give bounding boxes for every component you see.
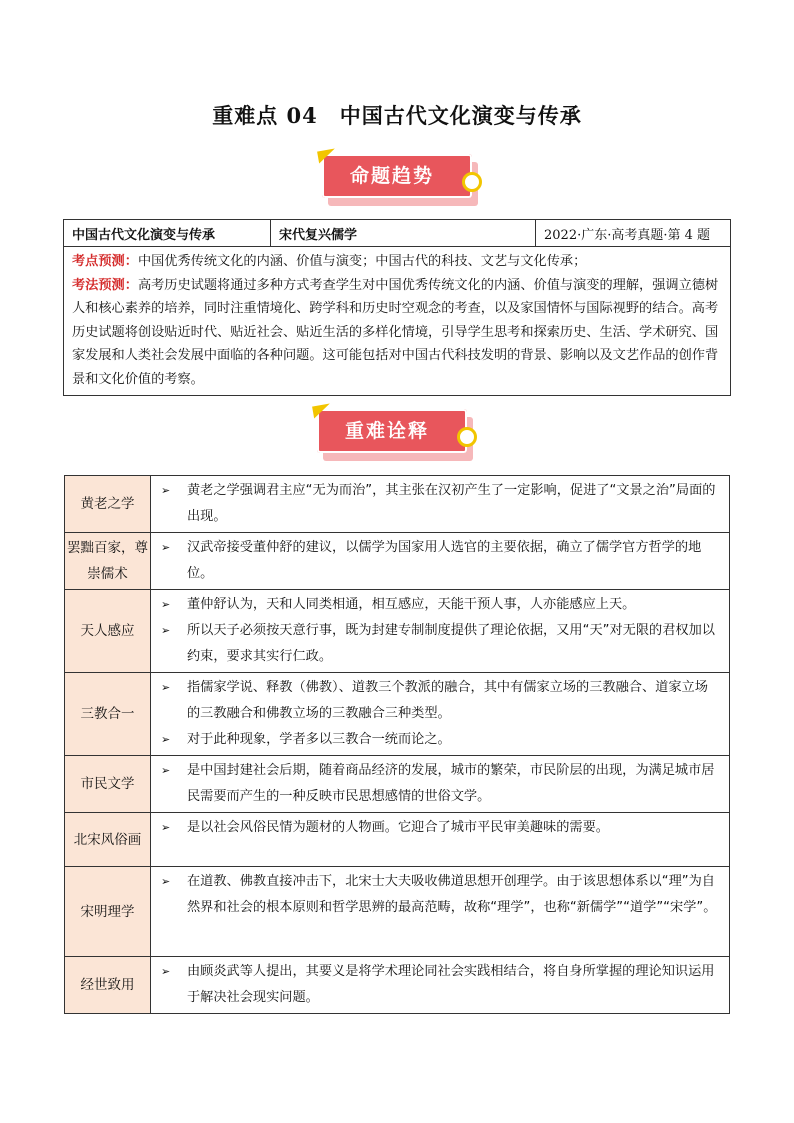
ring-icon	[457, 427, 477, 447]
arrow-bullet-icon: ➢	[161, 965, 171, 978]
kaofa-row	[72, 274, 722, 392]
key-point-row	[65, 756, 730, 813]
list-item-text: 在道教、佛教直接冲击下，北宋士大夫吸收佛道思想开创理学。由于该思想体系以“理”为自然界和社会的根本原则和哲学思辨的最高范畴，故称“理学”，也称“新儒学”“道学”“宋学”。	[187, 874, 717, 915]
kaodian-text: 中国优秀传统文化的内涵、价值与演变；中国古代的科技、文艺与文化传承；	[137, 254, 587, 269]
list-item	[161, 618, 721, 670]
banner-trend	[318, 150, 488, 212]
key-point-term: 罢黜百家，尊崇儒术	[65, 533, 151, 590]
key-point-term: 天人感应	[65, 590, 151, 673]
banner-trend-label: 命题趋势	[349, 165, 434, 187]
key-point-term: 宋明理学	[65, 867, 151, 957]
key-point-content	[151, 756, 730, 813]
key-point-content	[151, 813, 730, 867]
key-point-term: 经世致用	[65, 957, 151, 1014]
key-points-table	[64, 475, 730, 1014]
list-item-text: 指儒家学说、释教（佛教）、道教三个教派的融合，其中有儒家立场的三教融合、道家立场的三教融合和佛教立场的三教融合三种类型。	[187, 680, 708, 721]
ring-icon	[462, 172, 482, 192]
key-point-row	[65, 590, 730, 673]
list-item	[161, 592, 721, 618]
key-point-row	[65, 533, 730, 590]
kaodian-label: 考点预测：	[72, 254, 138, 269]
kaodian-row	[72, 250, 722, 274]
key-point-row	[65, 813, 730, 867]
kaofa-label: 考法预测：	[72, 277, 138, 293]
list-item	[161, 675, 721, 727]
trend-topic: 中国古代文化演变与传承	[64, 220, 271, 247]
banner-key	[313, 405, 483, 467]
list-item-text: 是中国封建社会后期，随着商品经济的发展，城市的繁荣，市民阶层的出现，为满足城市居民需要而产生的一种反映市民思想感情的世俗文学。	[187, 763, 715, 804]
arrow-bullet-icon: ➢	[161, 875, 171, 888]
list-item	[161, 815, 721, 841]
list-item	[161, 959, 721, 1011]
arrow-bullet-icon: ➢	[161, 764, 171, 777]
key-point-content	[151, 867, 730, 957]
list-item-text: 是以社会风俗民情为题材的人物画。它迎合了城市平民审美趣味的需要。	[187, 820, 609, 835]
list-item-text: 汉武帝接受董仲舒的建议，以儒学为国家用人选官的主要依据，确立了儒学官方哲学的地位。	[187, 540, 702, 581]
arrow-bullet-icon: ➢	[161, 733, 171, 746]
list-item-text: 对于此种现象，学者多以三教合一统而论之。	[187, 732, 451, 747]
arrow-bullet-icon: ➢	[161, 681, 171, 694]
trend-table	[63, 219, 731, 396]
list-item-text: 由顾炎武等人提出，其要义是将学术理论同社会实践相结合，将自身所掌握的理论知识运用于解决社会现实问题。	[187, 964, 715, 1005]
kaofa-text: 高考历史试题将通过多种方式考查学生对中国优秀传统文化的内涵、价值与演变的理解，强调立德树人和核心素养的培养，同时注重情境化、跨学科和历史时空观念的考查，以及家国情怀与国际视野的结合。高考历史试题将创设贴近时代、贴近社会、贴近生活的多样化情境，引导学生思考和探索历史、生活、学术研究、国家发展和人类社会发展中面临的各种问题。这可能包括对中国古代科技发明的背景、影响以及文艺作品的创作背景和文化价值的考察。	[72, 277, 719, 387]
arrow-bullet-icon: ➢	[161, 541, 171, 554]
key-point-content	[151, 673, 730, 756]
key-point-content	[151, 590, 730, 673]
list-item-text: 董仲舒认为，天和人同类相通，相互感应，天能干预人事，人亦能感应上天。	[187, 597, 636, 612]
list-item	[161, 535, 721, 587]
list-item	[161, 478, 721, 530]
list-item	[161, 758, 721, 810]
banner-key-label: 重难诠释	[344, 420, 429, 442]
trend-source: 2022·广东·高考真题·第 4 题	[536, 220, 731, 247]
list-item-text: 黄老之学强调君主应“无为而治”，其主张在汉初产生了一定影响，促进了“文景之治”局面的出现。	[187, 483, 716, 524]
key-point-term: 北宋风俗画	[65, 813, 151, 867]
arrow-bullet-icon: ➢	[161, 484, 171, 497]
key-point-content	[151, 957, 730, 1014]
list-item	[161, 727, 721, 753]
key-point-content	[151, 533, 730, 590]
key-point-row	[65, 476, 730, 533]
list-item	[161, 869, 721, 921]
list-item-text: 所以天子必须按天意行事，既为封建专制制度提供了理论依据，又用“天”对无限的君权加以约束，要求其实行仁政。	[187, 623, 715, 664]
key-point-term: 黄老之学	[65, 476, 151, 533]
key-point-term: 三教合一	[65, 673, 151, 756]
key-point-term: 市民文学	[65, 756, 151, 813]
key-point-content	[151, 476, 730, 533]
arrow-bullet-icon: ➢	[161, 624, 171, 637]
trend-subtopic: 宋代复兴儒学	[271, 220, 536, 247]
key-point-row	[65, 673, 730, 756]
page-title: 重难点 04 中国古代文化演变与传承	[212, 103, 582, 128]
trend-body	[64, 247, 731, 396]
key-point-row	[65, 867, 730, 957]
key-point-row	[65, 957, 730, 1014]
arrow-bullet-icon: ➢	[161, 821, 171, 834]
arrow-bullet-icon: ➢	[161, 598, 171, 611]
